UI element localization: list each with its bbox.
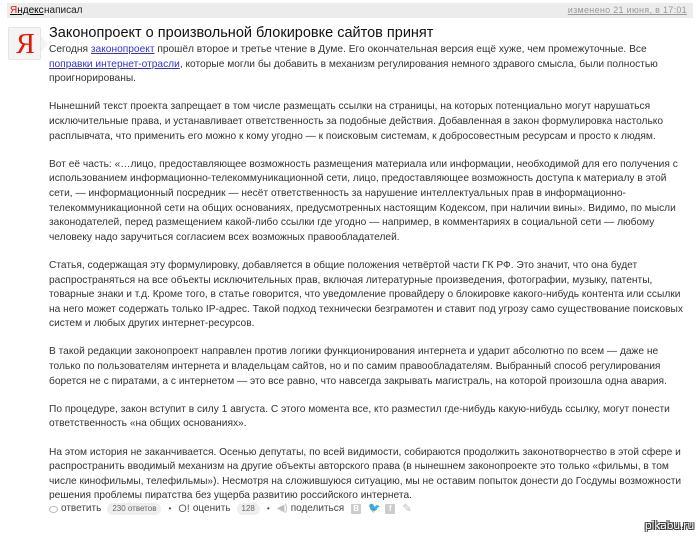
reply-link[interactable]: ответить [61,503,102,514]
post-body [49,24,689,518]
author-link[interactable]: Яндекс [10,5,44,16]
paragraph-3: Вот её часть: «…лицо, предоставляющее возможность размещения материала или информации, необходимой для его получения с использованием информационно-телекоммуникационной сети, лицо, предоставляющее возможность доступа к материалу в этой сети, — информационный посредник — несёт ответственность за нарушение интеллектуальных прав в информационно-телекоммуникационной сети на общих основаниях, предусмотренных настоящим Кодексом, при наличии вины». Видимо, по мысли законодателей, перед размещением какой-либо ссылки где угодно — например, в комментариях в социальной сети — любому человеку надо заручиться согласием всех возможных правообладателей. [49,158,678,243]
post-actions [49,502,419,516]
separator-dot: • [168,504,172,513]
social-share-buttons [351,504,419,514]
link-pencil-icon[interactable]: ✎ [402,503,412,515]
amendments-link[interactable]: поправки интернет-отрасли [49,58,180,70]
paragraph-6: По процедуре, закон вступит в силу 1 августа. С этого момента все, кто разместил где-нибудь какую-нибудь ссылку, могут понести ответственность «на общих основаниях». [49,403,670,430]
paragraph-5: В такой редакции законопроект направлен против логики функционирования интернета и ударит абсолютно по всем — даже не только по пользователям интернета и владельцам сайтов, но и по самим правообладателям. Выбранный способ регулирования борется не с пиратами, а с интернетом — это все равно, что навсегда закрывать магистраль, на которой произошла одна авария. [49,346,667,387]
paragraph-7: На этом история не заканчивается. Осенью депутаты, по всей видимости, собираются продолжить законотворчество в этой сфере и распространить вводимый механизм на другие объекты авторского права (в нынешнем законопроекте это только «фильмы, в том числе кинофильмы, телефильмы»). Несмотря на сложившуюся ситуацию, мы не оставим попыток донести до Госдумы возможности решения проблемы пиратства без ущерба развитию российского интернета. [49,446,682,502]
rating-count-badge: 128 [237,503,260,515]
share-link[interactable]: поделиться [290,503,345,514]
rate-link[interactable]: оценить [192,503,231,514]
edited-timestamp[interactable]: изменено 21 июня, в 17:01 [567,5,687,15]
post-header-bar [7,3,693,18]
logo-glyph: Я [16,29,35,60]
share-speaker-icon: ◀) [276,503,288,514]
separator-dot: • [266,504,270,513]
paragraph-4: Статья, содержащая эту формулировку, добавляется в общие положения четвёртой части ГК РФ. Это значит, что она будет распространяться на все объекты исключительных прав, включая литературные произведения, фотографии, музыку, патенты, товарные знаки и т.д. Кроме того, в статье говорится, что уведомление провайдеру о блокировке какого-нибудь контента или ссылки на него может содержать только IP-адрес. Такой подход технически безграмотен и ставит под угрозу само существование поисковых систем и любых других интернет-ресурсов. [49,259,683,330]
paragraph-2: Нынешний текст проекта запрещает в том числе размещать ссылки на страницы, на которых потенциально могут нарушаться исключительные права, и устанавливает ответственность за подобные действия. Добавленная в закон формулировка настолько расплывчата, что применить его можно к кому угодно — к поисковым системам, к добросовестным ресурсам и просто к людям. [49,101,664,142]
post-title: Законопроект о произвольной блокировке сайтов принят [49,25,434,41]
twitter-icon[interactable]: 🐦 [368,503,381,514]
wrote-label: написал [44,5,83,16]
facebook-icon[interactable]: f [385,504,395,514]
yandex-logo-icon[interactable] [8,27,41,60]
bill-link[interactable]: законопроект [90,44,155,55]
comment-bubble-icon [49,506,58,513]
vk-icon[interactable]: В [351,504,361,514]
rate-icon: O! [178,503,190,515]
watermark: pikabu.ru [644,519,694,532]
paragraph-1: Сегодня законопроект прошёл второе и третье чтение в Думе. Его окончательная версия ещё хуже, чем промежуточные. Все поправки интернет-отрасли, которые могли бы добавить в механизм регулирования немного здравого смысла, были полностью проигнорированы. [49,44,658,85]
replies-count-badge[interactable]: 230 ответов [107,503,161,515]
